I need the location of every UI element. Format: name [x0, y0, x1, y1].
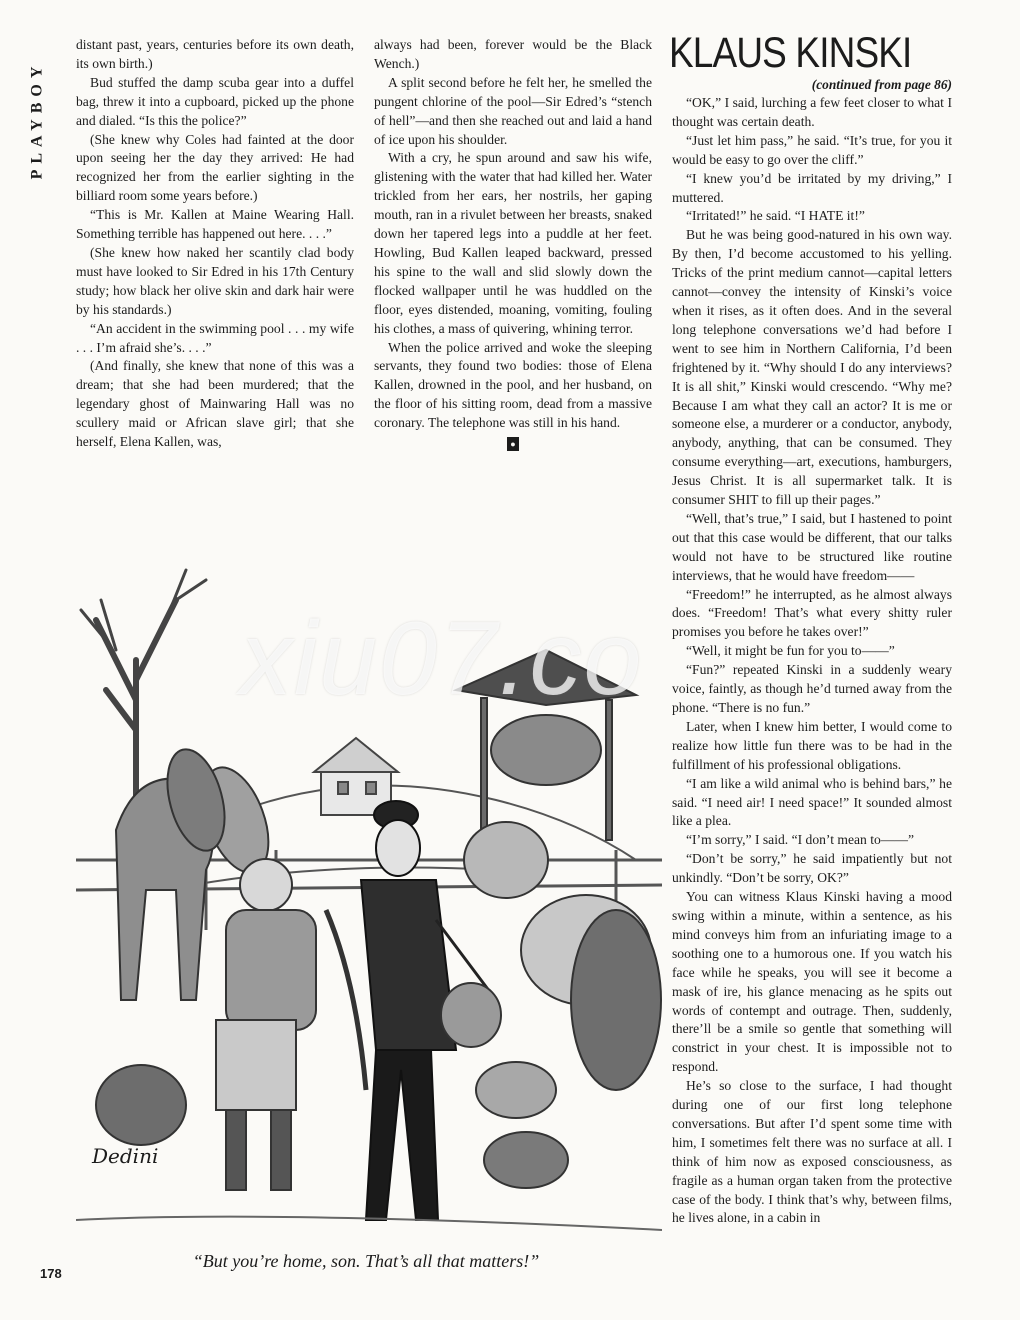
story-column-2	[374, 36, 652, 451]
paragraph: “I knew you’d be irritated by my driving,” I muttered.	[672, 170, 952, 205]
paragraph: “I am like a wild animal who is behind bars,” he said. “I need air! I need space!” It sounded almost like a plea.	[672, 775, 952, 829]
paragraph: “Just let him pass,” he said. “It’s true, for you it would be easy to go over the cliff.”	[672, 132, 952, 167]
story-column-1	[76, 36, 354, 452]
running-head	[22, 40, 52, 200]
paragraph: “Freedom!” he interrupted, as he almost always does. “Freedom! That’s what every shitty ruler promises you before he takes over!”	[672, 586, 952, 640]
continued-note: (continued from page 86)	[811, 77, 952, 92]
watermark: xiu07.co	[240, 601, 644, 717]
paragraph: always had been, forever would be the Black Wench.)	[374, 37, 652, 71]
paragraph: Later, when I knew him better, I would come to realize how little fun there was to be had in the fulfillment of his professional obligations.	[672, 718, 952, 772]
end-mark-icon: ●	[507, 437, 519, 451]
paragraph: You can witness Klaus Kinski having a mood swing within a minute, within a sentence, as his mind conveys him from an infuriating image to a soothing one to a humorous one. If you watch his face while he speaks, you will see it become a mask of ire, his glance menacing as he spits out words of contempt and outrage. Then, suddenly, there’ll be a smile so gentle that something will constrict in your chest. It is impossible not to respond.	[672, 889, 952, 1075]
paragraph: A split second before he felt her, he smelled the pungent chlorine of the pool—Sir Edred’s “stench of hell”—and then she reached out and laid a hand of ice upon his shoulder.	[374, 74, 652, 147]
running-head-text: PLAYBOY	[28, 60, 46, 180]
paragraph: With a cry, he spun around and saw his wife, glistening with the water that had killed her. Water trickled from her ears, her nostrils, her gaping mouth, ran in a rivulet between her breasts, snaked down her tapered legs into a puddle at her feet. Howling, Bud Kallen leaped backward, pressed his spine to the wall and slid slowly down the flocked wallpaper until he was huddled on the floor, eyes distended, moaning, vomiting, fouling his clothes, a mass of quivering, whining terror.	[374, 150, 652, 336]
paragraph: “Well, that’s true,” I said, but I hastened to point out that this case would be different, that our talks would not have to be structured like routine interviews, that he would have freedom——	[672, 510, 952, 583]
paragraph: But he was being good-natured in his own way. By then, I’d become accustomed to his yelling. Tricks of the print medium cannot—capital letters cannot—convey the intensity of Kinski’s voice when it rises, as it often does. And in the several long telephone conversations we’d had before I went to see him in Northern California, I’d been frightened by it. “Why should I do any interviews? It is all shit,” Kinski would crescendo. “Why me? Because I am what they call an actor? It is me or someone else, a murderer or a conductor, anybody, anybody, anything, that can be consumed. They consume everything—art, executions, hamburgers, Jesus Christ. It is all supermarket talk. It is consumer SHIT to fill up their pages.”	[672, 227, 952, 508]
article-headline: KLAUS KINSKI	[669, 29, 912, 77]
paragraph: distant past, years, centuries before its own death, its own birth.)	[76, 37, 354, 71]
paragraph: He’s so close to the surface, I had thought during one of our first long telephone conversations. But after I’d spent some time with him, I sometimes felt there was no surface at all. I think of him now as exposed consciousness, as fragile as a human organ taken from the protective case of the body. I think that’s why, between films, he lives alone, in a cabin in	[672, 1078, 952, 1226]
paragraph: (And finally, she knew that none of this was a dream; that she had been murdered; that the legendary ghost of Mainwaring Hall was no scullery maid or African slave girl; that she herself, Elena Kallen, was,	[76, 358, 354, 450]
paragraph: (She knew why Coles had fainted at the door upon seeing her the day they arrived: He had recognized her from the earlier sighting in the billiard room some years before.)	[76, 131, 354, 204]
paragraph: “I’m sorry,” I said. “I don’t mean to——”	[686, 832, 915, 848]
paragraph: (She knew how naked her scantily clad body must have looked to Sir Edred in his 17th Century study; how black her olive skin and dark hair were by his standards.)	[76, 244, 354, 317]
cartoon-illustration	[76, 530, 662, 1242]
cartoon-caption: “But you’re home, son. That’s all that matters!”	[192, 1251, 540, 1271]
paragraph: “Fun?” repeated Kinski in a suddenly weary voice, faintly, as though he’d turned away from the phone. “There is no fun.”	[672, 662, 952, 715]
paragraph: “OK,” I said, lurching a few feet closer to what I thought was certain death.	[672, 95, 952, 129]
paragraph: “This is Mr. Kallen at Maine Wearing Hall. Something terrible has happened out here. . . .”	[76, 207, 354, 242]
page-number: 178	[40, 1266, 62, 1281]
article-column-3	[669, 29, 952, 1228]
paragraph: When the police arrived and woke the sleeping servants, they found two bodies: those of Elena Kallen, drowned in the pool, and her husband, on the floor of his sitting room, dead from a massive coronary. The telephone was still in his hand.	[374, 339, 652, 431]
paragraph: “An accident in the swimming pool . . . my wife . . . I’m afraid she’s. . . .”	[76, 320, 354, 355]
artist-signature: Dedini	[92, 1144, 159, 1168]
paragraph: “Well, it might be fun for you to——”	[686, 643, 895, 659]
paragraph: “Don’t be sorry,” he said impatiently but not unkindly. “Don’t be sorry, OK?”	[672, 851, 952, 886]
paragraph: “Irritated!” he said. “I HATE it!”	[686, 208, 865, 224]
paragraph: Bud stuffed the damp scuba gear into a duffel bag, threw it into a cupboard, picked up the phone and dialed. “Is this the police?”	[76, 74, 354, 128]
